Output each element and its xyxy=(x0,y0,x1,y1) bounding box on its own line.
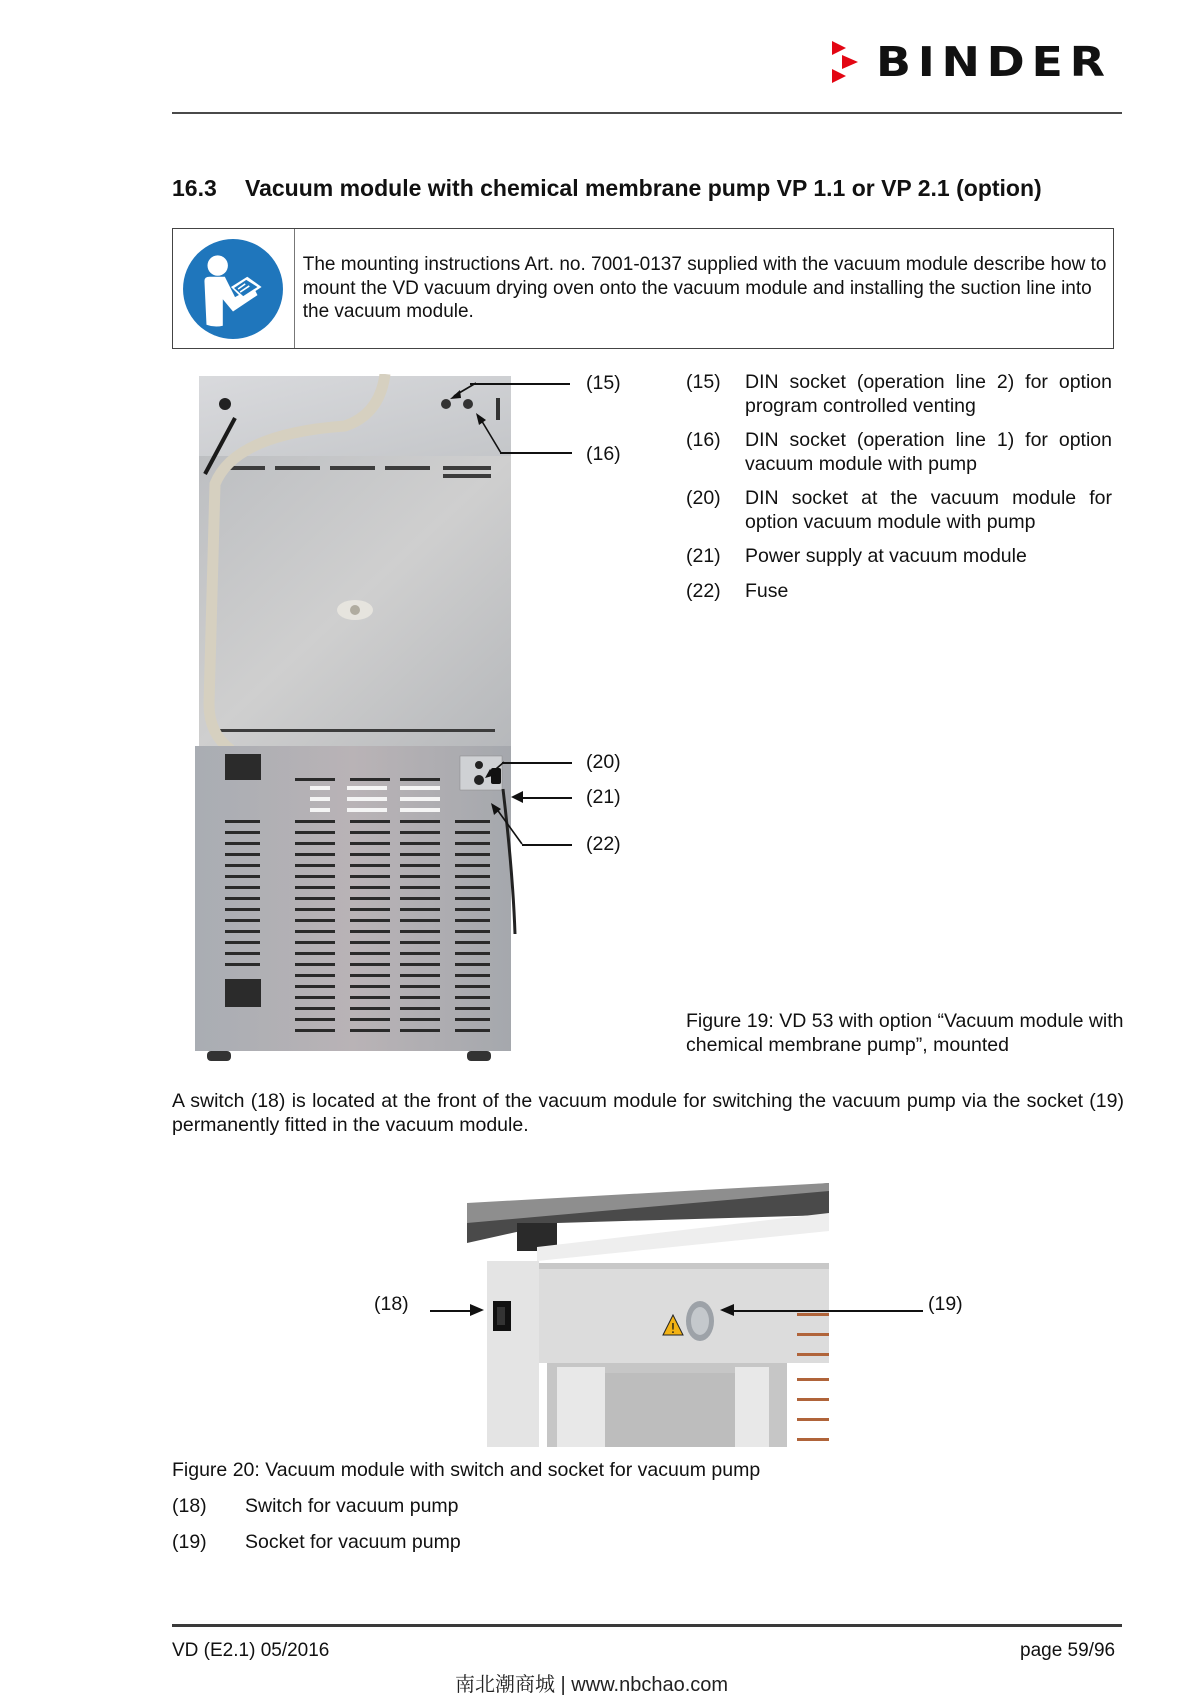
figure19-photo xyxy=(195,374,517,1062)
legend-item: (18) Switch for vacuum pump xyxy=(172,1495,459,1517)
arrow-18-icon xyxy=(470,1304,484,1316)
read-manual-icon xyxy=(182,238,284,340)
footer-divider xyxy=(172,1624,1122,1627)
body-paragraph: A switch (18) is located at the front of the vacuum module for switching the vacuum pump via the socket (19) permanently fitted in the vacuum module. xyxy=(172,1090,1124,1136)
leader-15 xyxy=(470,383,570,385)
document-id: VD (E2.1) 05/2016 xyxy=(172,1640,330,1661)
callout-20: (20) xyxy=(586,751,621,773)
leader-22 xyxy=(522,844,572,846)
binder-logo xyxy=(832,37,1122,86)
legend-item: (15) DIN socket (operation line 2) for option program controlled venting xyxy=(686,371,1112,417)
arrow-19-icon xyxy=(720,1304,734,1316)
section-number: 16.3 xyxy=(172,175,217,201)
note-box xyxy=(172,228,1114,349)
leader-20 xyxy=(502,762,572,764)
binder-arrow-icon xyxy=(832,41,866,83)
note-text: The mounting instructions Art. no. 7001-0137 supplied with the vacuum module describe how to mount the VD vacuum drying oven onto the vacuum module and installing the suction line into the vacuum module. xyxy=(302,254,1107,322)
arrow-20-icon xyxy=(484,760,506,780)
legend-item: (19) Socket for vacuum pump xyxy=(172,1530,461,1553)
leader-19 xyxy=(733,1310,923,1312)
callout-16: (16) xyxy=(586,443,621,465)
arrow-16-icon xyxy=(474,412,504,456)
svg-text:!: ! xyxy=(670,1322,676,1337)
callout-18: (18) xyxy=(374,1293,409,1315)
callout-15: (15) xyxy=(586,372,621,394)
callout-19: (19) xyxy=(928,1293,963,1315)
leader-16 xyxy=(500,452,572,454)
header-divider xyxy=(172,112,1122,114)
vacuum-module-front-image xyxy=(467,1183,829,1447)
arrow-15-icon xyxy=(448,380,478,402)
section-title: Vacuum module with chemical membrane pump VP 1.1 or VP 2.1 (option) xyxy=(245,175,1042,201)
figure20-legend xyxy=(172,1495,461,1566)
note-icon-cell xyxy=(173,229,295,348)
legend-item: (16) DIN socket (operation line 1) for option vacuum module with pump xyxy=(686,429,1112,475)
arrow-22-icon xyxy=(490,802,524,846)
brand-name: BINDER xyxy=(876,37,1112,86)
legend-item: (22) Fuse xyxy=(686,579,789,602)
section-heading xyxy=(172,175,1042,202)
legend-item: (21) Power supply at vacuum module xyxy=(686,545,1027,567)
oven-rear-view-image xyxy=(195,374,517,1062)
watermark: 南北潮商城 | www.nbchao.com xyxy=(455,1674,729,1696)
figure20-caption: Figure 20: Vacuum module with switch and socket for vacuum pump xyxy=(172,1459,761,1481)
page-number: page 59/96 xyxy=(1020,1640,1116,1661)
callout-21: (21) xyxy=(586,786,621,808)
figure20-photo xyxy=(467,1183,829,1447)
callout-22: (22) xyxy=(586,833,621,855)
figure19-caption: Figure 19: VD 53 with option “Vacuum module with chemical membrane pump”, mounted xyxy=(686,1010,1124,1056)
figure19-legend xyxy=(686,371,1112,614)
legend-item: (20) DIN socket at the vacuum module for option vacuum module with pump xyxy=(686,487,1112,533)
leader-21 xyxy=(520,797,572,799)
